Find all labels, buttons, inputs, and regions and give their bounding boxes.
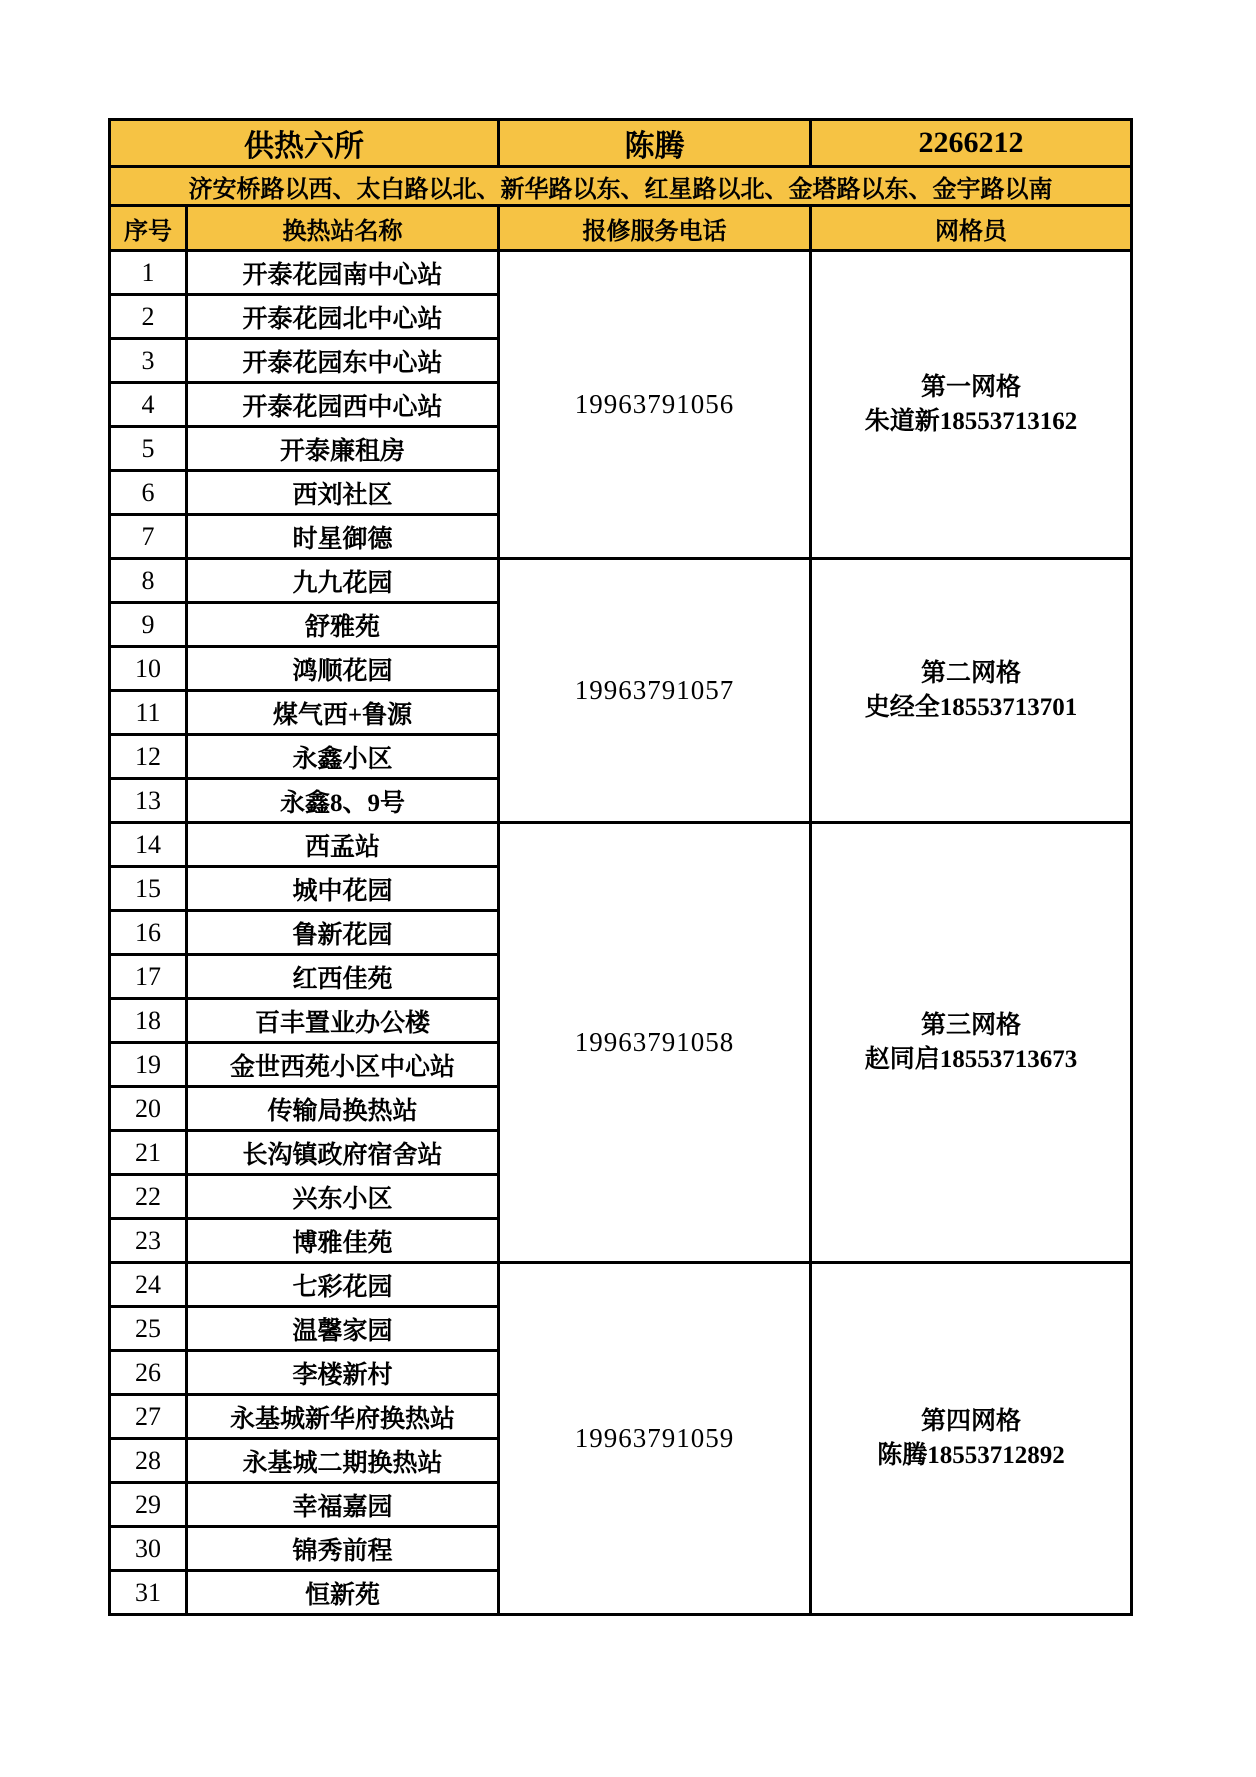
coverage-description: 济安桥路以西、太白路以北、新华路以东、红星路以北、金塔路以东、金宇路以南 (110, 167, 1132, 206)
station-name: 李楼新村 (187, 1351, 499, 1395)
station-name: 西刘社区 (187, 471, 499, 515)
station-serial: 18 (110, 999, 187, 1043)
station-serial: 25 (110, 1307, 187, 1351)
station-serial: 4 (110, 383, 187, 427)
station-name: 幸福嘉园 (187, 1483, 499, 1527)
department-title: 供热六所 (110, 120, 499, 167)
station-serial: 30 (110, 1527, 187, 1571)
repair-phone: 19963791057 (499, 559, 811, 823)
station-name: 兴东小区 (187, 1175, 499, 1219)
station-serial: 22 (110, 1175, 187, 1219)
station-serial: 3 (110, 339, 187, 383)
station-name: 城中花园 (187, 867, 499, 911)
station-serial: 29 (110, 1483, 187, 1527)
table-row (110, 251, 1132, 295)
station-name: 温馨家园 (187, 1307, 499, 1351)
station-table-body (110, 120, 1132, 1615)
station-serial: 28 (110, 1439, 187, 1483)
station-name: 开泰花园西中心站 (187, 383, 499, 427)
station-name: 开泰花园南中心站 (187, 251, 499, 295)
grid-person: 史经全18553713701 (864, 693, 1078, 721)
station-name: 百丰置业办公楼 (187, 999, 499, 1043)
station-name: 锦秀前程 (187, 1527, 499, 1571)
station-name: 九九花园 (187, 559, 499, 603)
station-serial: 9 (110, 603, 187, 647)
station-serial: 2 (110, 295, 187, 339)
station-serial: 27 (110, 1395, 187, 1439)
station-serial: 31 (110, 1571, 187, 1615)
grid-person: 朱道新18553713162 (864, 407, 1078, 435)
station-serial: 1 (110, 251, 187, 295)
repair-phone: 19963791059 (499, 1263, 811, 1615)
grid-name: 第一网格 (920, 373, 1021, 401)
station-name: 七彩花园 (187, 1263, 499, 1307)
station-serial: 24 (110, 1263, 187, 1307)
column-header-row (110, 206, 1132, 251)
station-serial: 16 (110, 911, 187, 955)
station-name: 开泰花园东中心站 (187, 339, 499, 383)
station-serial: 12 (110, 735, 187, 779)
station-name: 煤气西+鲁源 (187, 691, 499, 735)
station-serial: 26 (110, 1351, 187, 1395)
repair-phone: 19963791058 (499, 823, 811, 1263)
grid-person: 赵同启18553713673 (864, 1045, 1078, 1073)
table-row (110, 823, 1132, 867)
manager-name: 陈腾 (499, 120, 811, 167)
station-serial: 11 (110, 691, 187, 735)
table-row (110, 1263, 1132, 1307)
station-serial: 20 (110, 1087, 187, 1131)
office-phone: 2266212 (811, 120, 1132, 167)
station-name: 西孟站 (187, 823, 499, 867)
station-serial: 5 (110, 427, 187, 471)
table-row (110, 559, 1132, 603)
station-serial: 17 (110, 955, 187, 999)
column-header-grid-officer: 网格员 (811, 206, 1132, 251)
column-header-repair-phone: 报修服务电话 (499, 206, 811, 251)
grid-name: 第二网格 (920, 659, 1021, 687)
station-serial: 21 (110, 1131, 187, 1175)
station-name: 永基城新华府换热站 (187, 1395, 499, 1439)
grid-officer (811, 823, 1132, 1263)
station-serial: 6 (110, 471, 187, 515)
station-serial: 8 (110, 559, 187, 603)
station-name: 传输局换热站 (187, 1087, 499, 1131)
region-row (110, 167, 1132, 206)
repair-phone: 19963791056 (499, 251, 811, 559)
station-name: 时星御德 (187, 515, 499, 559)
station-serial: 19 (110, 1043, 187, 1087)
title-row (110, 120, 1132, 167)
station-name: 开泰花园北中心站 (187, 295, 499, 339)
station-serial: 10 (110, 647, 187, 691)
column-header-serial: 序号 (110, 206, 187, 251)
column-header-station-name: 换热站名称 (187, 206, 499, 251)
grid-officer (811, 559, 1132, 823)
station-name: 博雅佳苑 (187, 1219, 499, 1263)
grid-officer (811, 251, 1132, 559)
station-name: 鲁新花园 (187, 911, 499, 955)
station-name: 鸿顺花园 (187, 647, 499, 691)
station-name: 舒雅苑 (187, 603, 499, 647)
station-name: 永鑫8、9号 (187, 779, 499, 823)
grid-person: 陈腾18553712892 (877, 1441, 1065, 1469)
station-name: 开泰廉租房 (187, 427, 499, 471)
station-serial: 14 (110, 823, 187, 867)
heating-station-table (108, 118, 1133, 1616)
station-name: 永鑫小区 (187, 735, 499, 779)
station-name: 永基城二期换热站 (187, 1439, 499, 1483)
station-serial: 15 (110, 867, 187, 911)
station-serial: 23 (110, 1219, 187, 1263)
station-name: 恒新苑 (187, 1571, 499, 1615)
grid-name: 第四网格 (920, 1407, 1021, 1435)
station-name: 长沟镇政府宿舍站 (187, 1131, 499, 1175)
station-name: 红西佳苑 (187, 955, 499, 999)
grid-officer (811, 1263, 1132, 1615)
station-serial: 7 (110, 515, 187, 559)
grid-name: 第三网格 (920, 1011, 1021, 1039)
station-name: 金世西苑小区中心站 (187, 1043, 499, 1087)
station-serial: 13 (110, 779, 187, 823)
